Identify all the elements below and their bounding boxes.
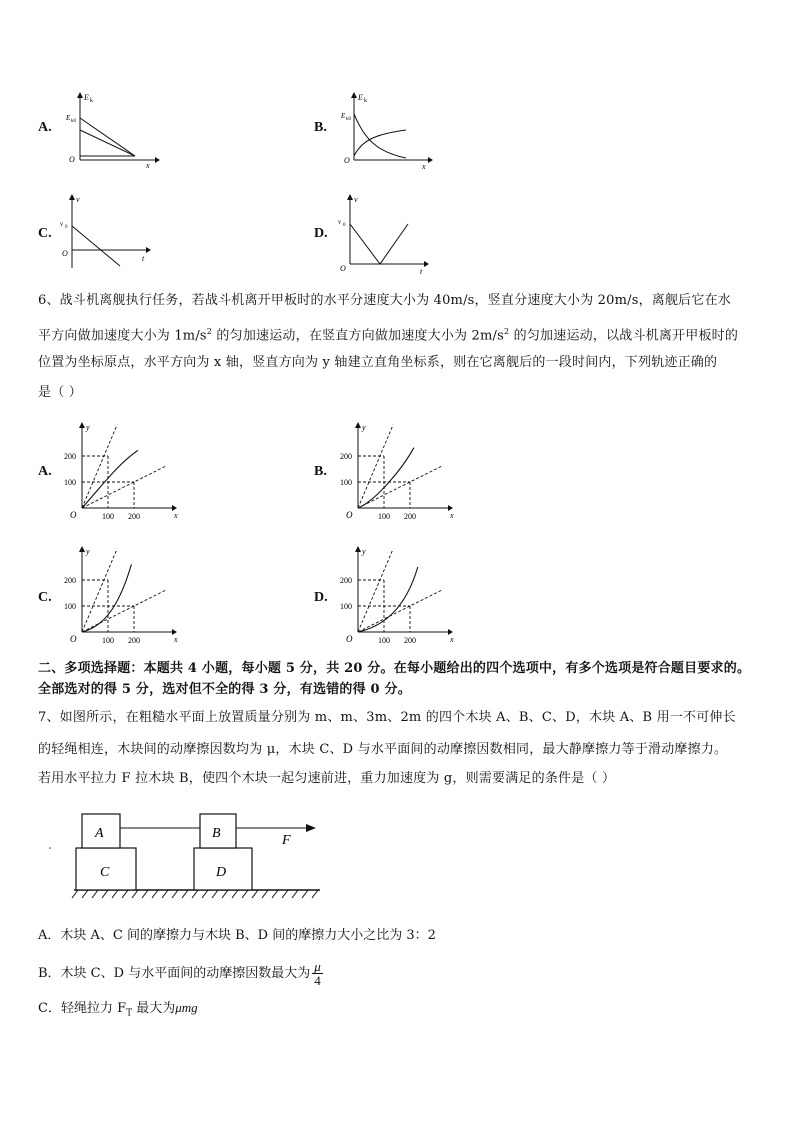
q6-graph-d xyxy=(340,544,456,646)
steep-dashed-line xyxy=(358,549,393,632)
q6-graph-a xyxy=(64,420,180,522)
q5-option-a-label: A. xyxy=(38,120,52,135)
q5-graph-b xyxy=(336,90,436,170)
q6-option-d-label: D. xyxy=(314,590,328,605)
section2-instructions-line-2: 全部选对的得 5 分，选对但不全的得 3 分，有选错的得 0 分。 xyxy=(38,682,411,697)
q5b-y-axis-sub: k xyxy=(364,98,367,104)
shallow-dashed-line xyxy=(82,466,165,508)
q5c-origin: O xyxy=(62,249,68,258)
x-tick-label: 100 xyxy=(102,636,114,645)
block-d-label: D xyxy=(216,865,227,880)
x-tick-label: 100 xyxy=(378,512,390,521)
q5d-y0-sub: 0 xyxy=(343,223,346,228)
y-axis-label: y xyxy=(86,547,90,556)
q5-graph-d xyxy=(336,192,436,274)
force-label: F xyxy=(282,833,291,848)
q7-stem-line-1: 7、如图所示，在粗糙水平面上放置质量分别为 m、m、3m、2m 的四个木块 A、B、C、D，木块 A、B 用一不可伸长 xyxy=(38,710,736,725)
q6-stem-line-3: 位置为坐标原点，水平方向为 x 轴，竖直方向为 y 轴建立直角坐标系，则在它离舰后的一段时间内，下列轨迹正确的 xyxy=(38,355,718,370)
block-a-label: A xyxy=(95,826,104,841)
y-tick-label: 200 xyxy=(340,576,352,585)
origin-label: O xyxy=(70,634,77,644)
q5-graph-c xyxy=(58,192,158,272)
q6-graph-c xyxy=(64,544,180,646)
q5-option-c-label: C. xyxy=(38,226,52,241)
q5-option-d-label: D. xyxy=(314,226,328,241)
q7-option-b-fraction: $\frac{\mu}{4}$ xyxy=(314,959,321,988)
q7-option-a: A．木块 A、C 间的摩擦力与木块 B、D 间的摩擦力大小之比为 3：2 xyxy=(38,928,436,943)
q5c-y0-sub: 0 xyxy=(65,225,68,230)
q7-option-c: C．轻绳拉力 $F_T$ 最大为μmg xyxy=(38,1000,198,1019)
y-axis-label: y xyxy=(362,423,366,432)
x-tick-label: 100 xyxy=(102,512,114,521)
steep-dashed-line xyxy=(82,425,117,508)
q6-graph-b xyxy=(340,420,456,522)
block-b-label: B xyxy=(212,826,221,841)
x-tick-label: 200 xyxy=(404,512,416,521)
q6-option-a-label: A. xyxy=(38,464,52,479)
y-tick-label: 100 xyxy=(64,478,76,487)
q5a-y0-sub: k0 xyxy=(71,119,76,124)
y-axis-label: y xyxy=(86,423,90,432)
x-axis-label: x xyxy=(450,635,454,644)
q5c-y-axis-label: v xyxy=(76,195,80,204)
origin-label: O xyxy=(346,634,353,644)
x-axis-label: x xyxy=(174,511,178,520)
steep-dashed-line xyxy=(82,549,117,632)
q5c-y0-label: v xyxy=(60,220,64,228)
x-tick-label: 200 xyxy=(128,636,140,645)
q5d-y-axis-label: v xyxy=(354,195,358,204)
q5d-y0-label: v xyxy=(338,218,342,226)
section2-instructions-line-1: 二、多项选择题：本题共 4 小题，每小题 5 分，共 20 分。在每小题给出的四个选项中，有多个选项是符合题目要求的。 xyxy=(38,661,751,676)
shallow-dashed-line xyxy=(82,590,165,632)
q5b-x-axis-label: x xyxy=(422,162,426,170)
q5c-x-axis-label: t xyxy=(142,254,145,263)
trajectory-curve xyxy=(358,448,414,508)
q5b-y0-label: E xyxy=(341,112,346,120)
q5b-origin: O xyxy=(344,156,350,165)
y-tick-label: 200 xyxy=(64,452,76,461)
origin-label: O xyxy=(346,510,353,520)
block-c-label: C xyxy=(100,865,110,880)
shallow-dashed-line xyxy=(358,466,441,508)
shallow-dashed-line xyxy=(358,590,441,632)
y-axis-label: y xyxy=(362,547,366,556)
q5a-y-axis-sub: k xyxy=(90,98,93,104)
q6-option-b-label: B. xyxy=(314,464,327,479)
x-tick-label: 100 xyxy=(378,636,390,645)
q5a-y0-label: E xyxy=(66,114,71,122)
q7-blocks-figure xyxy=(44,808,334,900)
q5b-y0-sub: k0 xyxy=(346,117,351,122)
trajectory-curve xyxy=(82,450,138,508)
q5a-y-axis-label: E xyxy=(84,93,89,102)
q6-stem-line-1: 6、战斗机离舰执行任务，若战斗机离开甲板时的水平分速度大小为 40m/s，竖直分速度大小为 20m/s，离舰后它在水 xyxy=(38,293,731,308)
x-axis-label: x xyxy=(174,635,178,644)
x-axis-label: x xyxy=(450,511,454,520)
q5b-y-axis-label: E xyxy=(358,93,363,102)
q5a-x-axis-label: x xyxy=(146,161,150,168)
q7-stem-line-2: 的轻绳相连，木块间的动摩擦因数均为 μ，木块 C、D 与水平面间的动摩擦因数相同，最大静摩擦力等于滑动摩擦力。 xyxy=(38,742,728,757)
q5a-origin: O xyxy=(69,155,75,164)
q6-stem-line-4: 是（ ） xyxy=(38,385,82,400)
q6-stem-line-2: 平方向做加速度大小为 $1m/s^2$ 的匀加速运动，在竖直方向做加速度大小为 $2m/s^2$ 的匀加速运动，以战斗机离开甲板时的 xyxy=(38,327,739,344)
q5d-origin: O xyxy=(340,264,346,273)
q7-option-b: B．木块 C、D 与水平面间的动摩擦因数最大为 $\frac{\mu}{4}$ xyxy=(38,959,321,988)
q5-graph-a xyxy=(60,90,160,168)
y-tick-label: 200 xyxy=(340,452,352,461)
y-tick-label: 100 xyxy=(64,602,76,611)
trajectory-curve xyxy=(358,567,418,632)
x-tick-label: 200 xyxy=(404,636,416,645)
y-tick-label: 100 xyxy=(340,478,352,487)
ground-hatching xyxy=(72,890,318,898)
y-tick-label: 100 xyxy=(340,602,352,611)
q6-option-c-label: C. xyxy=(38,590,52,605)
q5-option-b-label: B. xyxy=(314,120,327,135)
q5d-x-axis-label: t xyxy=(420,267,423,274)
x-tick-label: 200 xyxy=(128,512,140,521)
q7-stem-line-3: 若用水平拉力 F 拉木块 B，使四个木块一起匀速前进，重力加速度为 g，则需要满足的条件是（ ） xyxy=(38,771,616,786)
y-tick-label: 200 xyxy=(64,576,76,585)
origin-label: O xyxy=(70,510,77,520)
